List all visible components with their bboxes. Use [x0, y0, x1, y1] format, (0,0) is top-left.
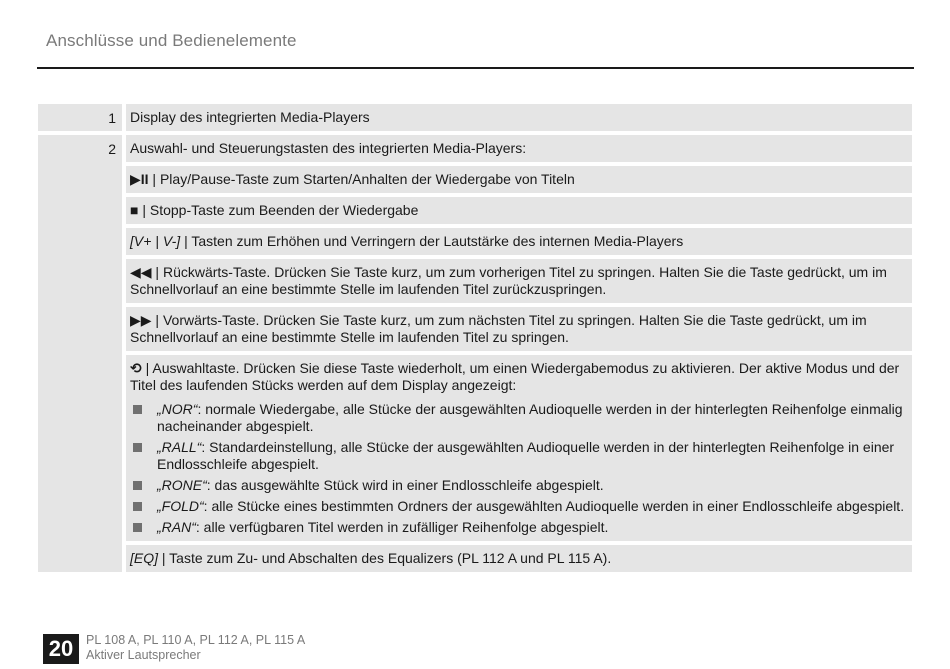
forward-entry	[126, 307, 912, 351]
footer-info	[86, 633, 305, 663]
play-pause-entry	[126, 166, 912, 193]
rewind-text: | Rückwärts-Taste. Drücken Sie Taste kurz, um zum vorherigen Titel zu springen. Halten Sie die Taste gedrückt, um im Schnellvorlauf an eine bestimmte Stelle im laufenden Titel zurückzuspringen.	[130, 264, 887, 297]
rewind-icon: ◀◀	[130, 264, 152, 280]
stop-icon: ■	[130, 202, 139, 218]
mode-description: : das ausgewählte Stück wird in einer Endlosschleife abgespielt.	[206, 477, 604, 493]
square-bullet-icon	[133, 405, 142, 414]
mode-label: „NOR“	[157, 401, 198, 417]
repeat-mode-icon: ⟲	[130, 360, 142, 376]
mode-description: : normale Wiedergabe, alle Stücke der ausgewählten Audioquelle werden in der hinterlegten Reihenfolge einmalig nacheinander abgespielt.	[157, 401, 903, 434]
mode-description: : Standardeinstellung, alle Stücke der ausgewählten Audioquelle werden in der hinterlegten Reihenfolge in einer Endlosschleife abgespielt.	[157, 439, 895, 472]
table-row-2	[38, 135, 912, 572]
square-bullet-icon	[133, 443, 142, 452]
list-item	[130, 477, 907, 494]
footer-models: PL 108 A, PL 110 A, PL 112 A, PL 115 A	[86, 633, 306, 647]
table-row-1	[38, 104, 912, 131]
footer-product: Aktiver Lautsprecher	[86, 648, 201, 662]
square-bullet-icon	[133, 481, 142, 490]
row-content	[126, 104, 912, 131]
controls-table	[38, 104, 912, 572]
list-item	[130, 401, 907, 435]
stop-entry	[126, 197, 912, 224]
page-number: 20	[43, 634, 79, 664]
mode-text: | Auswahltaste. Drücken Sie diese Taste wiederholt, um einen Wiedergabemodus zu aktivieren. Der aktive Modus und der Titel des laufenden Stücks werden auf dem Display angezeigt:	[130, 360, 900, 393]
mode-label: „FOLD“	[157, 498, 204, 514]
rewind-entry	[126, 259, 912, 303]
row-number: 1	[38, 104, 122, 131]
mode-description: : alle Stücke eines bestimmten Ordners der ausgewählten Audioquelle werden in einer Endlosschleife abgespielt.	[203, 498, 905, 514]
list-item	[130, 439, 907, 473]
mode-entry	[126, 355, 912, 541]
mode-label: „RONE“	[157, 477, 207, 493]
stop-text: | Stopp-Taste zum Beenden der Wiedergabe	[138, 202, 419, 218]
eq-label: [EQ]	[130, 550, 159, 566]
display-description: Display des integrierten Media-Players	[126, 104, 912, 131]
eq-text: | Taste zum Zu- und Abschalten des Equalizers (PL 112 A und PL 115 A).	[158, 550, 612, 566]
square-bullet-icon	[133, 502, 142, 511]
volume-text: | Tasten zum Erhöhen und Verringern der Lautstärke des internen Media-Players	[180, 233, 684, 249]
row-content	[126, 135, 912, 572]
square-bullet-icon	[133, 523, 142, 532]
play-pause-icon: ▶II	[130, 171, 149, 187]
mode-list	[130, 401, 907, 536]
eq-entry	[126, 545, 912, 572]
forward-icon: ▶▶	[130, 312, 152, 328]
volume-entry	[126, 228, 912, 255]
section-title: Anschlüsse und Bedienelemente	[46, 31, 297, 50]
volume-label: [V+ | V-]	[130, 233, 181, 249]
list-item	[130, 519, 907, 536]
header-rule	[37, 67, 914, 69]
mode-label: „RAN“	[157, 519, 196, 535]
mode-description: : alle verfügbaren Titel werden in zufälliger Reihenfolge abgespielt.	[195, 519, 609, 535]
list-item	[130, 498, 907, 515]
controls-intro: Auswahl- und Steuerungstasten des integrierten Media-Players:	[126, 135, 912, 162]
mode-label: „RALL“	[157, 439, 202, 455]
row-number: 2	[38, 135, 122, 572]
play-pause-text: | Play/Pause-Taste zum Starten/Anhalten der Wiedergabe von Titeln	[148, 171, 575, 187]
forward-text: | Vorwärts-Taste. Drücken Sie Taste kurz, um zum nächsten Titel zu springen. Halten Sie die Taste gedrückt, um im Schnellvorlauf an eine bestimmte Stelle im laufenden Titel zu springen.	[130, 312, 867, 345]
